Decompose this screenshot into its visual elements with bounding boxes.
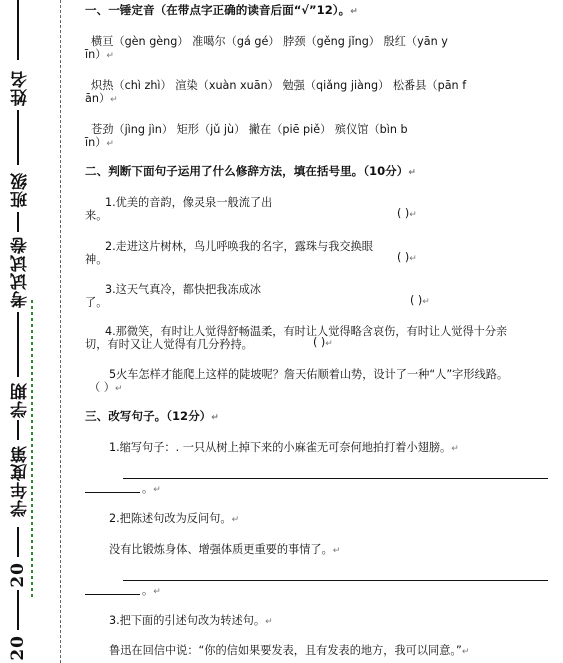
n20b-line: [17, 590, 19, 630]
name-line: [17, 0, 19, 60]
s3-q1-answer-line-2[interactable]: [85, 492, 140, 493]
year-20-b: 20: [8, 635, 28, 661]
s3-q1: 1.缩写句子：. 一只从树上掉下来的小麻雀无可奈何地拍打着小翅膀。↵: [109, 441, 459, 454]
s3-q3-sentence: 鲁迅在回信中说：“你的信如果要发表，且有发表的地方，我可以同意。”↵: [109, 644, 470, 657]
s2-q4: 4.那微笑，有时让人觉得舒畅温柔，有时让人觉得略含哀伤，有时让人觉得十分亲: [105, 325, 508, 338]
s3-q1-answer-line-1[interactable]: [123, 478, 548, 479]
s1-row2-wrap: ān）↵: [85, 92, 118, 105]
name-label: 姓名: [11, 70, 31, 106]
s3-q1-period: 。↵: [142, 482, 161, 495]
s1-row3: 苍劲（jìng jìn） 矩形（jǔ jù） 撇在（piē piě） 殡仪馆（bìn b: [91, 123, 408, 136]
s2-q3: 3.这天气真冷，都快把我冻成冰: [105, 283, 262, 296]
left-margin: [0, 0, 58, 663]
term-line: [17, 312, 19, 377]
s2-q5-answer[interactable]: （ ）↵: [89, 381, 123, 394]
s2-q4-answer[interactable]: ( )↵: [313, 336, 333, 349]
year-line: [17, 420, 19, 440]
green-squiggle: [31, 300, 33, 600]
s2-q2-wrap: 神。: [85, 253, 108, 266]
binding-dashed-line: [60, 0, 61, 663]
term-label: 学期: [11, 382, 31, 418]
s2-q2: 2.走进这片树林，鸟儿呼唤我的名字，露珠与我交换眼: [105, 240, 373, 253]
s3-q2-answer-line-2[interactable]: [85, 594, 140, 595]
s2-q5: 5火车怎样才能爬上这样的陡坡呢？詹天佑顺着山势，设计了一种“人”字形线路。: [109, 368, 509, 381]
s2-q1: 1.优美的音韵，像灵泉一般流了出: [105, 196, 273, 209]
s1-row2: 炽热（chì zhì） 渲染（xuàn xuān） 勉强（qiǎng jiàng） 松番县（pān f: [91, 79, 467, 92]
s2-q4-wrap: 切，有时又让人觉得有几分矜持。: [85, 338, 253, 351]
section2-title: 二、判断下面句子运用了什么修辞方法，填在括号里。（10分）↵: [85, 164, 416, 178]
s2-q1-wrap: 来。: [85, 209, 108, 222]
s2-q1-answer[interactable]: ( )↵: [397, 207, 417, 220]
section1-title: 一、一锤定音（在带点字正确的读音后面“√”12）。↵: [85, 3, 358, 17]
year-label: 学年度第: [11, 445, 31, 517]
section3-title: 三、改写句子。（12分）↵: [85, 409, 219, 423]
s3-q2-sentence: 没有比锻炼身体、增强体质更重要的事情了。↵: [109, 543, 341, 556]
s2-q3-wrap: 了。: [85, 296, 108, 309]
s1-row1: 横亘（gèn gèng） 准噶尔（gá gé） 脖颈（gěng jǐng） 殷红（yān y: [91, 35, 448, 48]
s2-q2-answer[interactable]: ( )↵: [397, 251, 417, 264]
s3-q2-answer-line-1[interactable]: [123, 580, 548, 581]
n20a-line: [17, 527, 19, 557]
exam-label: 考试试卷: [11, 236, 31, 308]
s3-q2-period: 。↵: [142, 584, 161, 597]
class-line: [17, 110, 19, 165]
s1-row3-wrap: īn）↵: [85, 136, 114, 149]
s2-q3-answer[interactable]: ( )↵: [410, 294, 430, 307]
exam-line: [17, 212, 19, 232]
s3-q2: 2.把陈述句改为反问句。↵: [109, 512, 240, 525]
s3-q3: 3.把下面的引述句改为转述句。↵: [109, 614, 273, 627]
class-label: 班级: [11, 172, 31, 208]
s1-row1-wrap: īn）↵: [85, 48, 114, 61]
year-20-a: 20: [8, 562, 28, 588]
